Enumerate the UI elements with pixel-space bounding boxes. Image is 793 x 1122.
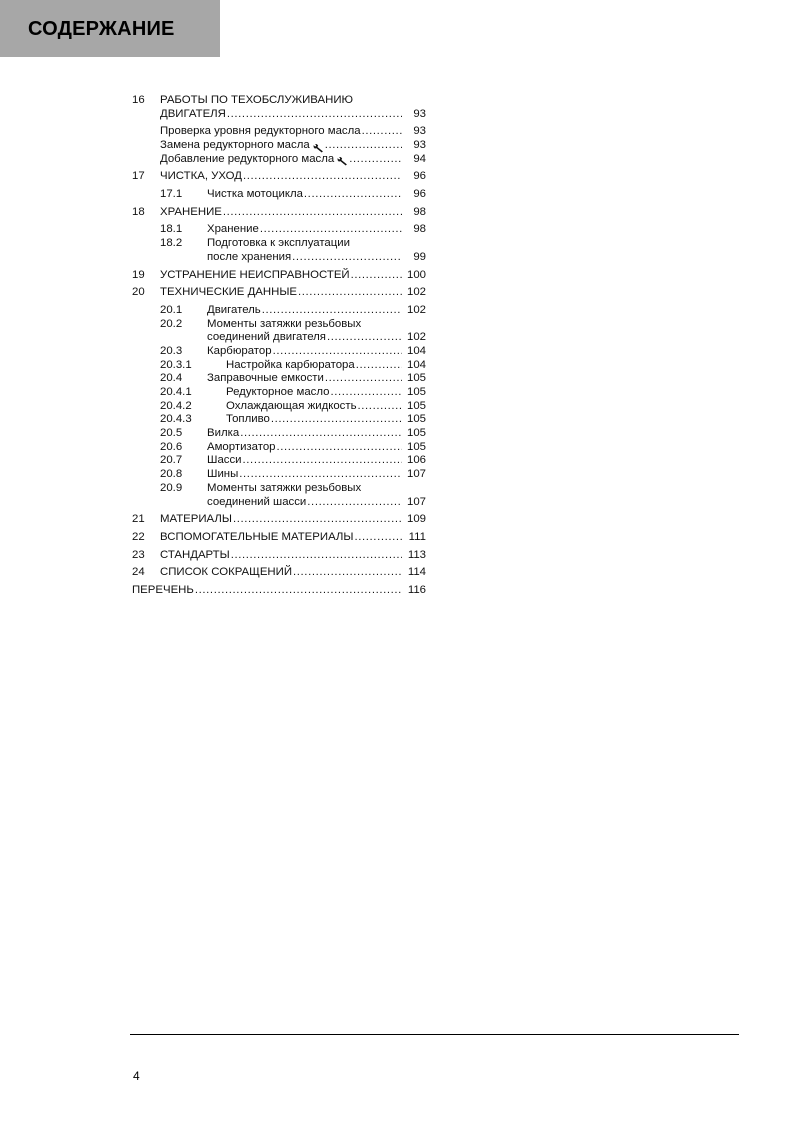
toc-entry-number: 17.1 [160,188,183,201]
toc-entry[interactable] [132,549,426,563]
toc-entry-number: 20.4.2 [160,399,192,412]
toc-page-number: 109 [406,513,426,526]
toc-leader-dots [240,427,402,441]
toc-page-number: 105 [406,372,426,385]
toc-entry[interactable] [132,584,426,598]
toc-entry[interactable] [132,345,426,359]
toc-entry[interactable] [132,304,426,318]
toc-page-number: 98 [413,223,426,236]
toc-page-number: 93 [413,125,426,138]
toc-leader-dots [307,496,402,510]
toc-entry-number: 20.3.1 [160,358,192,371]
toc-entry-title: Топливо [226,413,270,426]
toc-entry[interactable] [132,286,426,300]
header-bar [0,0,220,57]
toc-entry-number: 21 [132,513,145,526]
toc-entry[interactable] [132,427,426,441]
toc-leader-dots [243,454,402,468]
toc-entry-title: Карбюратор [207,344,272,357]
toc-entry[interactable] [132,400,426,414]
toc-page-number: 98 [413,205,426,218]
toc-entry[interactable] [132,513,426,527]
toc-entry-title: Амортизатор [207,440,276,453]
toc-page-number: 107 [406,468,426,481]
toc-entry-title: УСТРАНЕНИЕ НЕИСПРАВНОСТЕЙ [160,268,350,281]
toc-leader-dots [349,153,402,167]
toc-page-number: 104 [406,344,426,357]
toc-page-number: 105 [406,413,426,426]
toc-leader-dots [356,359,402,373]
toc-entry-title: Моменты затяжки резьбовых [207,317,362,330]
toc-leader-dots [293,566,402,580]
toc-entry-title: Подготовка к эксплуатации [207,237,351,250]
toc-leader-dots [223,206,402,220]
toc-entry-number: 18.2 [160,237,183,250]
toc-entry-number: 16 [132,93,145,106]
toc-entry-number: 20.8 [160,468,183,481]
wrench-icon [337,156,348,166]
toc-entry-number: 20.7 [160,454,183,467]
toc-leader-dots [277,441,403,455]
toc-page-number: 105 [406,386,426,399]
toc-leader-dots [325,139,402,153]
toc-entry[interactable] [132,482,426,509]
toc-leader-dots [262,304,402,318]
toc-page-number: 107 [406,495,426,508]
toc-leader-dots [327,331,402,345]
toc-entry-number: 20.9 [160,481,183,494]
toc-leader-dots [358,400,402,414]
toc-entry[interactable] [132,318,426,345]
toc-page-number: 104 [406,358,426,371]
toc-leader-dots [233,513,402,527]
toc-entry[interactable] [132,188,426,202]
toc-entry-number: 20.2 [160,317,183,330]
toc-entry-title: Шины [207,468,239,481]
toc-entry-number: 23 [132,548,145,561]
toc-entry-title: после хранения [207,250,292,263]
toc-entry[interactable] [132,125,426,139]
toc-page-number: 105 [406,440,426,453]
toc-entry-title: СТАНДАРТЫ [160,548,230,561]
page-title: СОДЕРЖАНИЕ [28,18,175,40]
toc-page-number: 96 [413,188,426,201]
toc-entry-title: Чистка мотоцикла [207,188,303,201]
toc-entry[interactable] [132,413,426,427]
toc-entry-title: СПИСОК СОКРАЩЕНИЙ [160,566,293,579]
toc-entry-title: Вилка [207,427,240,440]
toc-entry-title: Проверка уровня редукторного масла [160,125,361,138]
toc-entry-number: 24 [132,566,145,579]
toc-leader-dots [260,223,402,237]
toc-entry[interactable] [132,269,426,283]
toc-entry-number: 22 [132,530,145,543]
toc-leader-dots [298,286,402,300]
toc-leader-dots [273,345,402,359]
toc-entry[interactable] [132,170,426,184]
toc-page-number: 116 [407,583,426,596]
toc-page-number: 105 [406,427,426,440]
toc-leader-dots [331,386,403,400]
toc-entry-title: Добавление редукторного масла [160,152,335,165]
toc-entry[interactable] [132,94,426,121]
toc-entry[interactable] [132,566,426,580]
toc-entry-title: Моменты затяжки резьбовых [207,481,362,494]
toc-page-number: 105 [406,399,426,412]
toc-leader-dots [351,269,402,283]
toc-entry[interactable] [132,441,426,455]
toc-leader-dots [362,125,402,139]
toc-entry[interactable] [132,468,426,482]
toc-entry[interactable] [132,386,426,400]
toc-entry-number: 20.3 [160,344,183,357]
toc-entry[interactable] [132,224,426,238]
toc-entry-title: ХРАНЕНИЕ [160,205,222,218]
toc-leader-dots [195,584,402,598]
table-of-contents [132,94,426,598]
toc-entry-number: 20.6 [160,440,183,453]
toc-leader-dots [243,170,402,184]
toc-page-number: 111 [408,530,426,543]
toc-leader-dots [227,108,402,122]
toc-entry-title: Хранение [207,223,259,236]
toc-leader-dots [271,413,402,427]
toc-entry[interactable] [132,531,426,545]
toc-entry-title: Двигатель [207,303,261,316]
toc-entry-title: Охлаждающая жидкость [226,399,357,412]
toc-entry-title: соединений двигателя [207,331,326,344]
toc-entry-number: 20.5 [160,427,183,440]
toc-page-number: 96 [413,170,426,183]
toc-entry-title: Замена редукторного масла [160,139,310,152]
toc-entry-title: Настройка карбюратора [226,358,355,371]
page-number: 4 [133,1069,140,1083]
toc-entry-title: ВСПОМОГАТЕЛЬНЫЕ МАТЕРИАЛЫ [160,530,354,543]
toc-entry-title: Заправочные емкости [207,372,324,385]
toc-page-number: 93 [413,107,426,120]
toc-page-number: 106 [406,454,426,467]
toc-entry-title: ТЕХНИЧЕСКИЕ ДАННЫЕ [160,286,298,299]
toc-entry-title: ПЕРЕЧЕНЬ [132,583,194,596]
toc-entry-number: 20.4.1 [160,386,192,399]
toc-page-number: 94 [413,152,426,165]
toc-page-number: 114 [407,566,426,579]
toc-leader-dots [325,372,402,386]
toc-entry-title: соединений шасси [207,495,307,508]
toc-page-number: 102 [406,286,426,299]
toc-entry-title: РАБОТЫ ПО ТЕХОБСЛУЖИВАНИЮ [160,93,354,106]
toc-leader-dots [231,549,402,563]
toc-page-number: 100 [406,268,426,281]
toc-page-number: 99 [413,250,426,263]
footer-divider [130,1034,739,1035]
toc-leader-dots [239,468,402,482]
toc-entry[interactable] [132,455,426,469]
toc-entry-number: 20 [132,286,145,299]
toc-entry[interactable] [132,237,426,264]
toc-entry-title: ДВИГАТЕЛЯ [160,107,226,120]
toc-entry-number: 18 [132,205,145,218]
toc-entry-title: Редукторное масло [226,386,330,399]
toc-entry-title: МАТЕРИАЛЫ [160,513,232,526]
toc-leader-dots [304,188,402,202]
wrench-icon [313,143,324,153]
toc-leader-dots [292,251,402,265]
toc-entry-number: 20.1 [160,303,183,316]
toc-entry[interactable] [132,153,426,167]
toc-entry[interactable] [132,359,426,373]
toc-entry-number: 20.4 [160,372,183,385]
toc-page-number: 102 [406,331,426,344]
toc-entry-number: 17 [132,170,145,183]
toc-entry-title: Шасси [207,454,242,467]
toc-entry[interactable] [132,372,426,386]
toc-entry[interactable] [132,206,426,220]
toc-leader-dots [354,531,402,545]
toc-entry[interactable] [132,139,426,153]
toc-entry-number: 20.4.3 [160,413,192,426]
toc-entry-number: 18.1 [160,223,183,236]
toc-page-number: 93 [413,139,426,152]
toc-page-number: 102 [406,303,426,316]
toc-entry-title: ЧИСТКА, УХОД [160,170,242,183]
toc-page-number: 113 [407,548,426,561]
toc-entry-number: 19 [132,268,145,281]
